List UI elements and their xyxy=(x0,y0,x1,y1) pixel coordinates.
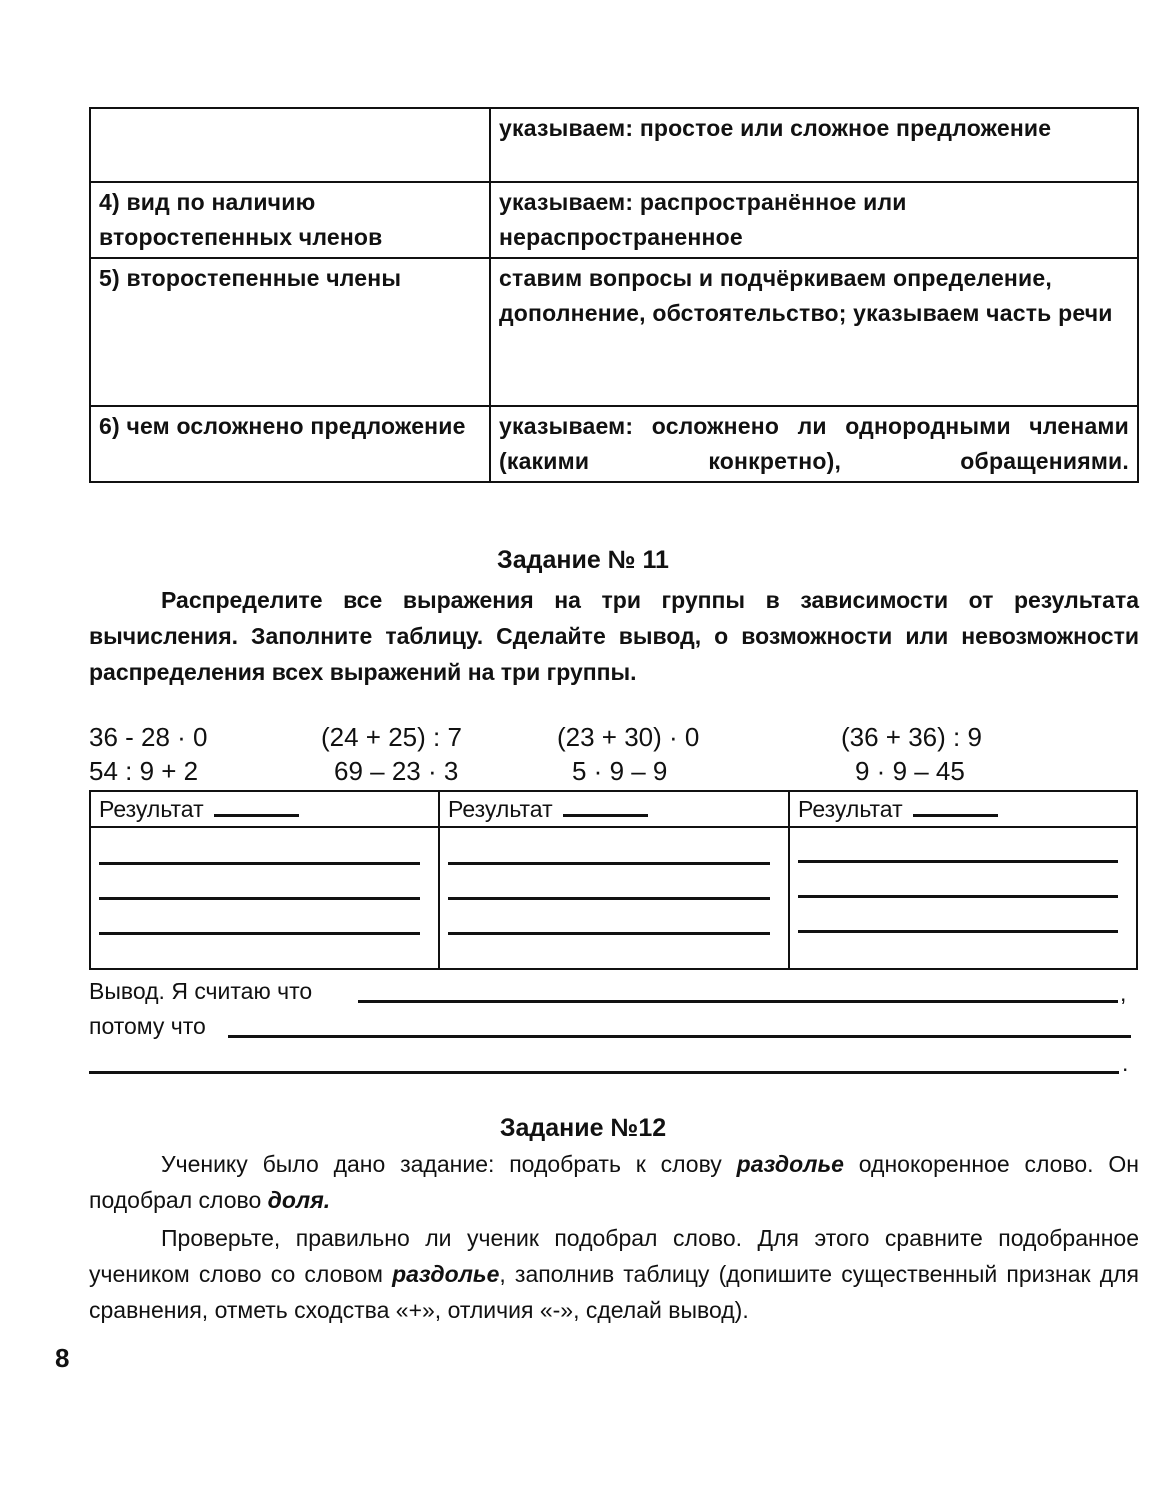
task11-instruction xyxy=(89,582,1139,690)
expression: 5 · 9 – 9 xyxy=(572,756,668,786)
result-label: Результат xyxy=(798,796,903,822)
expression: (24 + 25) : 7 xyxy=(321,722,462,752)
answer-line[interactable] xyxy=(798,860,1118,863)
answer-line[interactable] xyxy=(99,862,420,865)
result-column xyxy=(91,792,440,968)
expression: (23 + 30) · 0 xyxy=(557,722,700,752)
answer-line[interactable] xyxy=(798,895,1118,898)
because-line-2[interactable] xyxy=(89,1071,1119,1074)
task12-title: Задание №12 xyxy=(499,1114,667,1142)
table-row xyxy=(90,182,1138,258)
comma: , xyxy=(1120,980,1127,1006)
page-number: 8 xyxy=(55,1343,70,1373)
answer-line[interactable] xyxy=(448,897,770,900)
result-header xyxy=(91,792,438,828)
answer-line[interactable] xyxy=(99,897,420,900)
table-row xyxy=(90,108,1138,182)
table-row xyxy=(90,406,1138,482)
table-cell-right: ставим вопросы и подчёркиваем определение, дополнение, обстоятельство; указываем часть речи xyxy=(490,258,1138,406)
because-line[interactable] xyxy=(228,1035,1131,1038)
table-cell-left: 5) второстепенные члены xyxy=(90,258,490,406)
task11-title: Задание № 11 xyxy=(497,546,669,574)
table-cell-left: 4) вид по наличию второстепенных членов xyxy=(90,182,490,258)
table-cell-left: 6) чем осложнено предложение xyxy=(90,406,490,482)
expression: 36 - 28 · 0 xyxy=(89,722,208,752)
expression: 54 : 9 + 2 xyxy=(89,756,199,786)
result-value-blank[interactable] xyxy=(913,796,998,817)
result-label: Результат xyxy=(99,796,204,822)
task12-paragraph-2 xyxy=(89,1220,1139,1328)
text: Ученику было дано задание: подобрать к слову xyxy=(161,1151,737,1177)
expression: 9 · 9 – 45 xyxy=(855,756,965,786)
answer-line[interactable] xyxy=(99,932,420,935)
results-table xyxy=(89,790,1138,970)
table-row xyxy=(90,258,1138,406)
table-cell-right: указываем: осложнено ли однородными членами (какими конкретно), обращениями. xyxy=(490,406,1138,482)
analysis-table xyxy=(89,107,1139,483)
expression: (36 + 36) : 9 xyxy=(841,722,982,752)
table-cell-right: указываем: простое или сложное предложение xyxy=(490,108,1138,182)
task12-paragraph-1 xyxy=(89,1146,1139,1218)
emphasized-word: доля. xyxy=(267,1187,331,1213)
emphasized-word: раздолье xyxy=(736,1151,844,1177)
result-value-blank[interactable] xyxy=(214,796,299,817)
expression: 69 – 23 · 3 xyxy=(334,756,459,786)
result-header xyxy=(440,792,788,828)
text: Проверьте, правильно ли ученик подобрал слово. Для этого сравните подобранное учеником слово со словом xyxy=(89,1225,1139,1287)
conclusion-line[interactable] xyxy=(358,1000,1118,1003)
table-cell-left xyxy=(90,108,490,182)
because-label: потому что xyxy=(89,1013,206,1039)
result-label: Результат xyxy=(448,796,553,822)
emphasized-word: раздолье xyxy=(392,1261,500,1287)
answer-line[interactable] xyxy=(448,862,770,865)
answer-line[interactable] xyxy=(798,930,1118,933)
period: . xyxy=(1122,1050,1129,1076)
conclusion-label: Вывод. Я считаю что xyxy=(89,978,313,1004)
result-header xyxy=(790,792,1136,828)
task11-instruction-text: Распределите все выражения на три группы в зависимости от результата вычисления. Заполните таблицу. Сделайте вывод, о возможности или невозможности распределения всех выражений на три группы. xyxy=(89,587,1139,685)
table-cell-right: указываем: распространённое или нераспространенное xyxy=(490,182,1138,258)
text: однокоренное слово. Он подобрал слово xyxy=(89,1151,1139,1213)
result-column xyxy=(790,792,1136,968)
answer-line[interactable] xyxy=(448,932,770,935)
text: , заполнив таблицу (допишите существенный признак для сравнения, отметь сходства «+», отличия «-», сделай вывод). xyxy=(89,1261,1140,1323)
result-column xyxy=(440,792,790,968)
result-value-blank[interactable] xyxy=(563,796,648,817)
